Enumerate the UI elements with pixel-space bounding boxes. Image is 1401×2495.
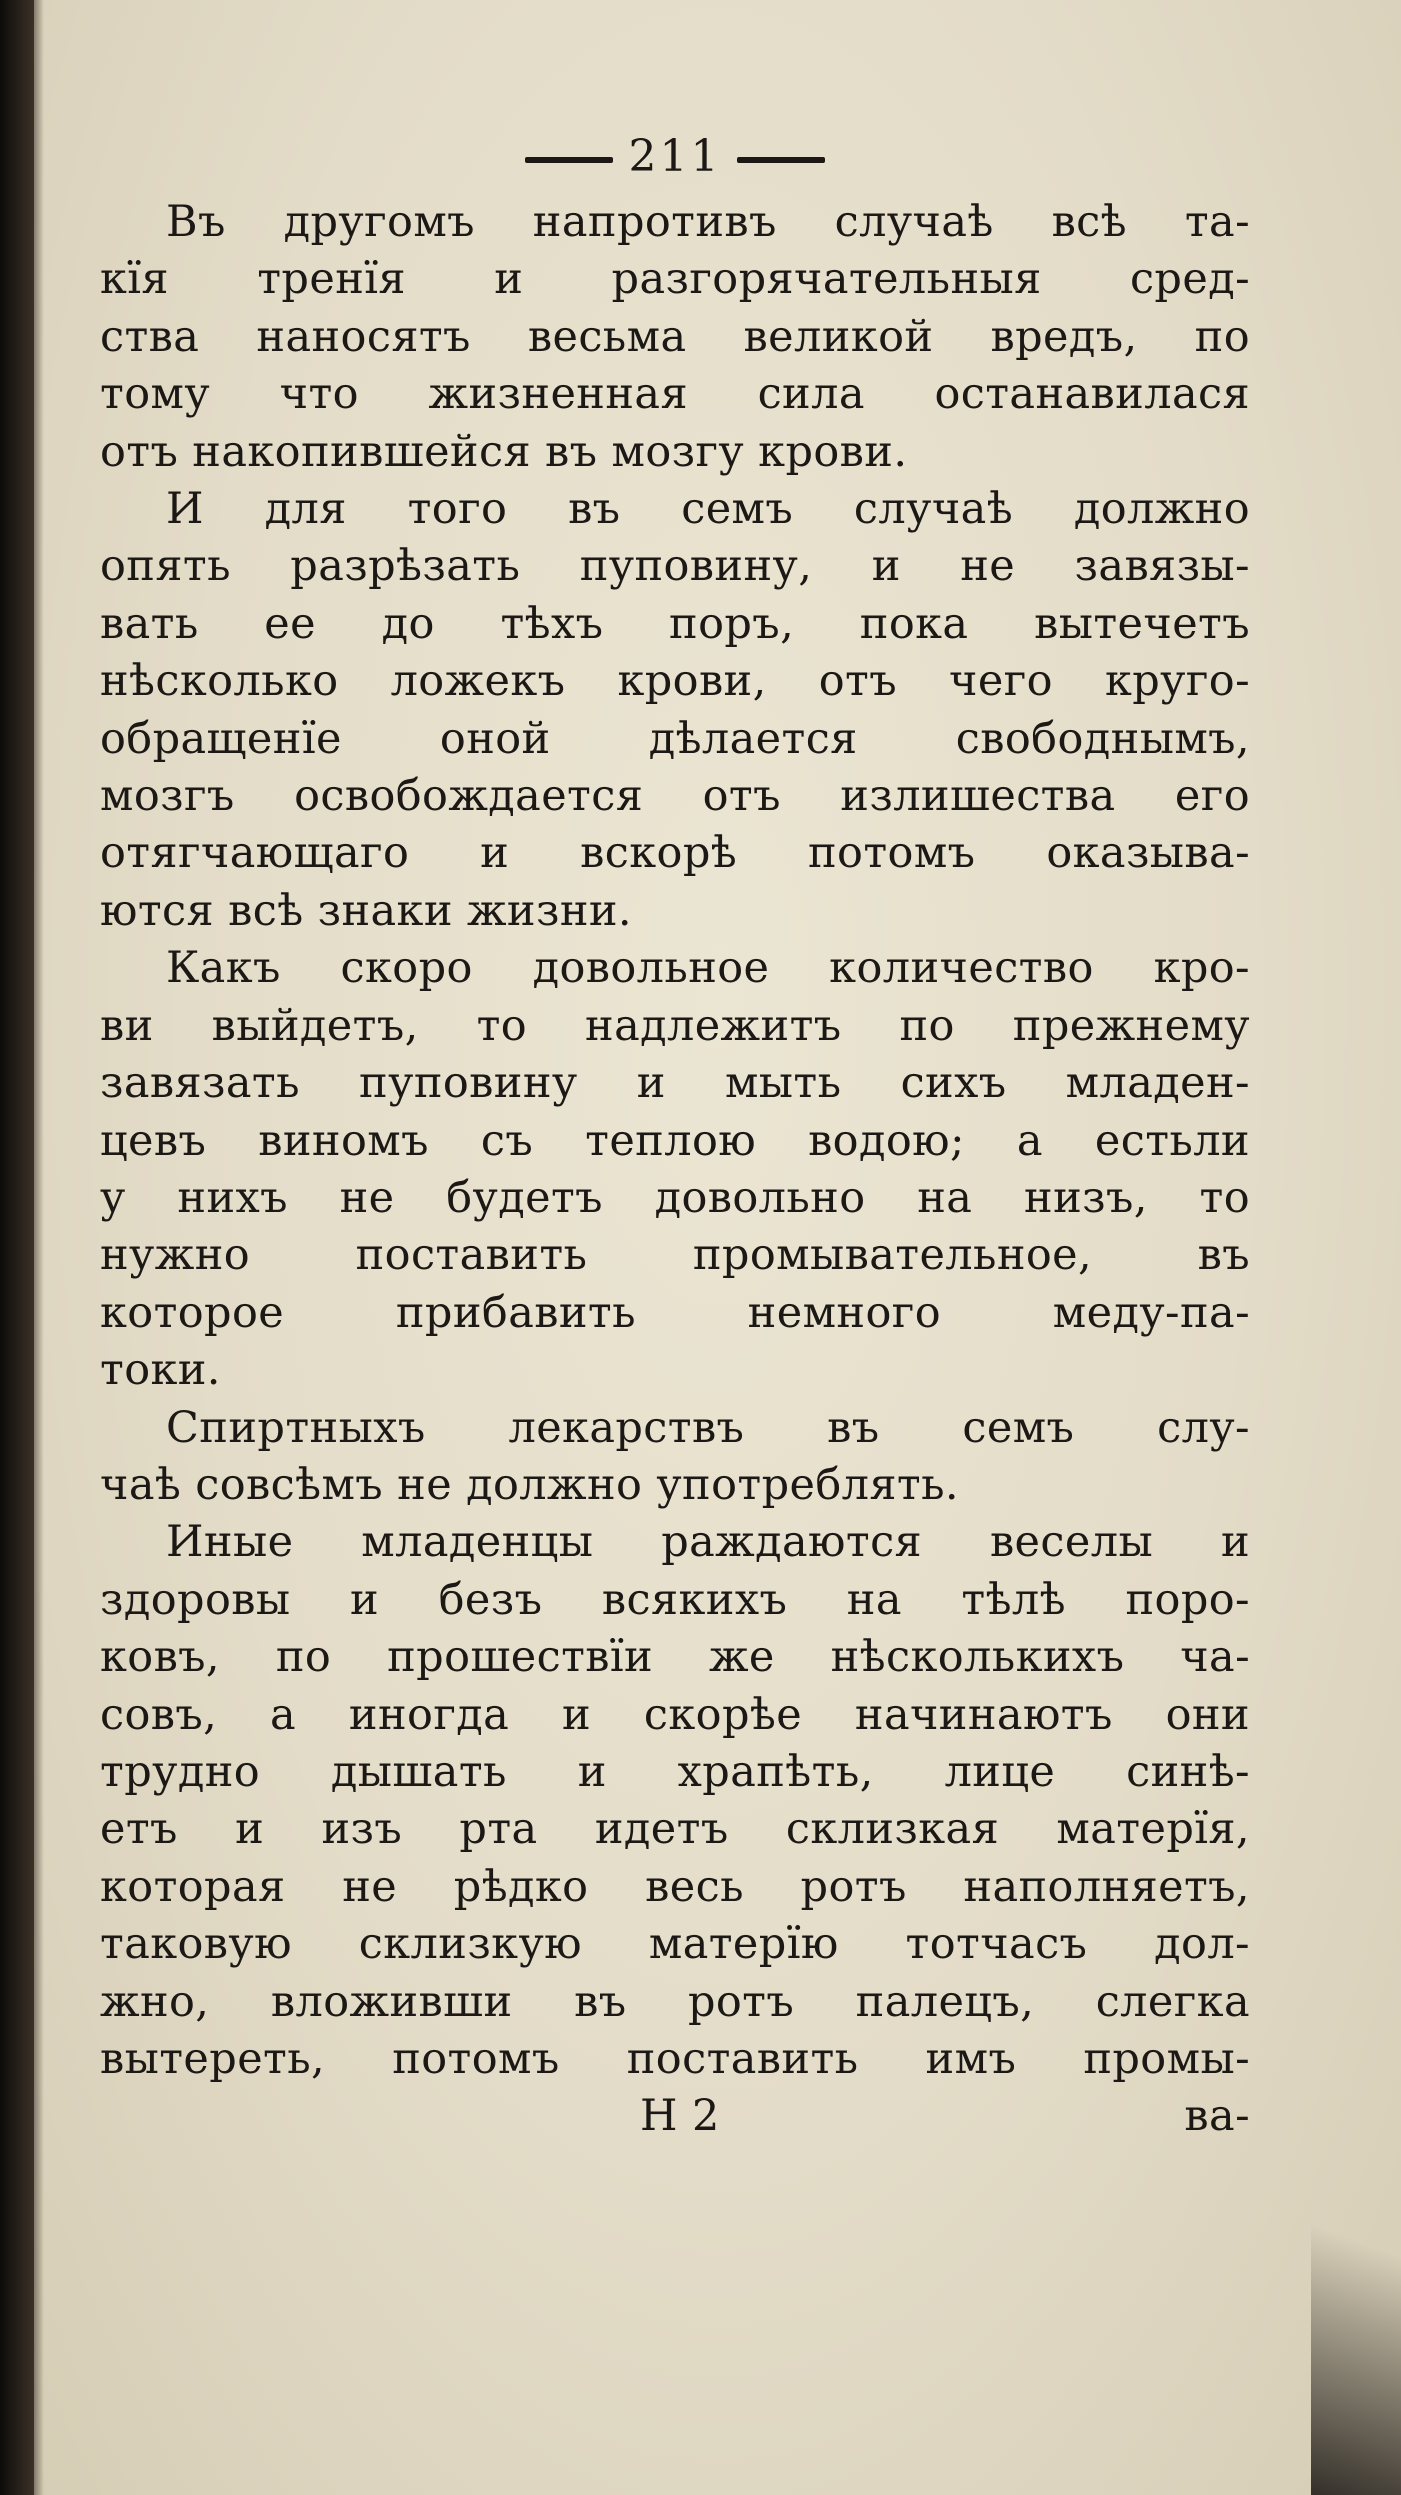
text-line: совъ, а иногда и скорѣе начинаютъ они — [100, 1689, 1250, 1740]
text-line: ства наносятъ весьма великой вредъ, по — [100, 311, 1250, 362]
text-line: жно, вложивши въ ротъ палецъ, слегка — [100, 1976, 1250, 2027]
paragraph — [100, 940, 1250, 1399]
text-line: тому что жизненная сила останавилася — [100, 369, 1250, 420]
text-line: Какъ скоро довольное количество кро- — [166, 943, 1250, 994]
text-line: таковую склизкую матерїю тотчасъ дол- — [100, 1919, 1250, 1970]
text-line: Въ другомъ напротивъ случаѣ всѣ та- — [166, 197, 1250, 247]
text-line: токи. — [100, 1345, 221, 1396]
text-line: Иные младенцы раждаются веселы и — [166, 1517, 1250, 1568]
book-binding — [0, 0, 34, 2495]
text-line: цевъ виномъ съ теплою водою; а естьли — [100, 1115, 1250, 1166]
text-line: опять разрѣзать пуповину, и не завязы- — [100, 541, 1250, 592]
text-line: нужно поставить промывательное, въ — [100, 1230, 1250, 1281]
text-line: ковъ, по прошествїи же нѣсколькихъ ча- — [100, 1632, 1250, 1683]
spine-shadow — [34, 0, 44, 2495]
text-line: вытереть, потомъ поставить имъ промы- — [100, 2034, 1250, 2084]
corner-shadow — [1311, 2075, 1401, 2495]
text-line: И для того въ семъ случаѣ должно — [166, 484, 1250, 535]
catchword: ва- — [1184, 2091, 1250, 2142]
text-line: завязать пуповину и мыть сихъ младен- — [100, 1058, 1250, 1109]
text-line: ви выйдетъ, то надлежитъ по прежнему — [100, 1000, 1250, 1051]
page-header — [100, 120, 1250, 194]
paragraph — [100, 1400, 1250, 1515]
text-line: нѣсколько ложекъ крови, отъ чего круго- — [100, 656, 1250, 707]
text-line: Спиртныхъ лекарствъ въ семъ слу- — [166, 1402, 1250, 1453]
text-line: отъ накопившейся въ мозгу крови. — [100, 426, 908, 477]
text-line: отягчающаго и вскорѣ потомъ оказыва- — [100, 828, 1250, 879]
text-line: обращенїе оной дѣлается свободнымъ, — [100, 713, 1250, 764]
signature-mark: Н 2 — [640, 2091, 720, 2142]
page-text — [100, 120, 1250, 2145]
header-dash-right — [737, 157, 825, 163]
page-number: 211 — [628, 131, 722, 182]
book-page — [34, 0, 1401, 2495]
text-line: етъ и изъ рта идетъ склизкая матерїя, — [100, 1804, 1250, 1855]
text-line: у нихъ не будетъ довольно на низъ, то — [100, 1172, 1250, 1223]
text-line: которая не рѣдко весь ротъ наполняетъ, — [100, 1861, 1250, 1912]
text-line: трудно дышать и храпѣть, лице синѣ- — [100, 1746, 1250, 1797]
text-line: которое прибавить немного меду-па- — [100, 1287, 1250, 1338]
text-line: вать ее до тѣхъ поръ, пока вытечетъ — [100, 598, 1250, 649]
text-line: мозгъ освобождается отъ излишества его — [100, 771, 1250, 822]
paragraph — [100, 1514, 1250, 2088]
text-line: здоровы и безъ всякихъ на тѣлѣ поро- — [100, 1574, 1250, 1625]
paragraph — [100, 194, 1250, 481]
text-line: ются всѣ знаки жизни. — [100, 885, 633, 936]
paragraph — [100, 481, 1250, 940]
text-line: кїя тренїя и разгорячательныя сред- — [100, 254, 1250, 305]
header-dash-left — [525, 157, 613, 163]
text-line: чаѣ совсѣмъ не должно употреблять. — [100, 1459, 959, 1510]
page-footer — [100, 2088, 1250, 2145]
